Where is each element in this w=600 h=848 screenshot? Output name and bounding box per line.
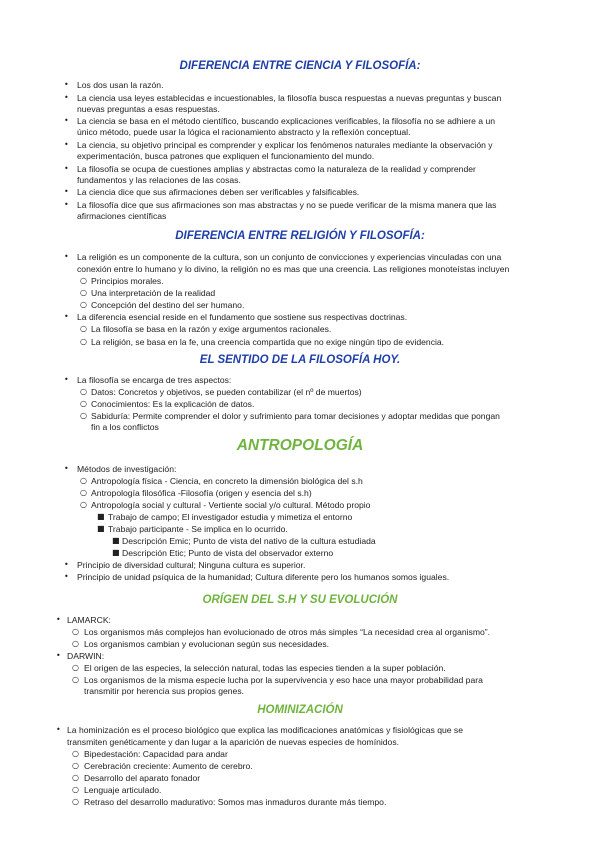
text-line: Concepción del destino del ser humano. <box>91 300 245 310</box>
bullet-square: ■ <box>112 548 120 557</box>
text-line: Retraso del desarrollo madurativo: Somos mas inmaduros durante más tiempo. <box>84 797 387 807</box>
text-line: Principio de diversidad cultural; Ninguna cultura es superior. <box>77 560 306 570</box>
bullet-circle: ○ <box>72 627 79 636</box>
bullet-circle: ○ <box>72 663 79 672</box>
bullet-dot: • <box>64 140 69 149</box>
bullet-square: ■ <box>112 536 120 545</box>
text-line: experimentación, busca patrones que expliquen el funcionamiento del mundo. <box>77 151 375 161</box>
text-line: Los organismos cambian y evolucionan según sus necesidades. <box>84 639 330 649</box>
bullet-circle: ○ <box>72 761 79 770</box>
bullet-dot: • <box>64 252 69 261</box>
bullet-dot: • <box>64 312 69 321</box>
text-line: Descripción Etic; Punto de vista del observador externo <box>122 548 334 558</box>
text-line: Conocimientos: Es la explicación de datos. <box>91 399 255 409</box>
text-line: Antropología física - Ciencia, en concreto la dimensión biológica del s.h <box>91 476 363 486</box>
text-line: La religión es un componente de la cultura, son un conjunto de convicciones y experiencias vinculadas con una <box>77 252 502 262</box>
text-line: La ciencia se basa en el método científico, buscando explicaciones verificables, la filosofía no se adhiere a un <box>77 116 496 126</box>
bullet-circle: ○ <box>72 675 79 684</box>
text-line: Lenguaje articulado. <box>84 785 162 795</box>
text-line: La filosofía se ocupa de cuestiones amplias y abstractas como la naturaleza de la realidad y comprender <box>77 164 476 174</box>
bullet-dot: • <box>64 93 69 102</box>
text-line: La ciencia usa leyes establecidas e incuestionables, la filosofía busca respuestas a nuevas preguntas y buscan <box>77 93 502 103</box>
text-line: único método, puede usar la lógica el racionamiento abstracto y la reflexión conceptual. <box>77 127 411 137</box>
text-line: La filosofía se encarga de tres aspectos: <box>77 375 232 385</box>
bullet-circle: ○ <box>72 749 79 758</box>
text-line: Una interpretación de la realidad <box>91 288 216 298</box>
bullet-circle: ○ <box>80 387 87 396</box>
heading-origen-sh: ORÍGEN DEL S.H Y SU EVOLUCIÓN <box>202 594 398 606</box>
text-line: La hominización es el proceso biológico que explica las modificaciones anatómicas y fisiológicas que se <box>67 725 464 735</box>
text-line: La diferencia esencial reside en el fundamento que sostiene sus respectivas doctrinas. <box>77 312 408 322</box>
text-line: Trabajo de campo; El investigador estudia y mimetiza el entorno <box>108 512 353 522</box>
text-line: Principio de unidad psíquica de la humanidad; Cultura diferente pero los humanos somos iguales. <box>77 572 450 582</box>
bullet-dot: • <box>64 572 69 581</box>
text-line: Los organismos más complejos han evolucionado de otros más simples “La necesidad crea al organismo”. <box>84 627 491 637</box>
bullet-circle: ○ <box>80 300 87 309</box>
bullet-circle: ○ <box>80 411 87 420</box>
bullet-circle: ○ <box>72 639 79 648</box>
bullet-dot: • <box>64 464 69 473</box>
text-line: Los dos usan la razón. <box>77 80 164 90</box>
bullet-dot: • <box>64 164 69 173</box>
text-line: La religión, se basa en la fe, una creencia compartida que no exige ningún tipo de evidencia. <box>91 337 445 347</box>
heading-hominizacion: HOMINIZACIÓN <box>257 704 343 716</box>
text-line: nuevas preguntas a esas respuestas. <box>77 104 220 114</box>
bullet-square: ■ <box>97 524 105 533</box>
text-line: Trabajo participante - Se implica en lo ocurrido. <box>108 524 288 534</box>
text-line: LAMARCK: <box>67 615 111 625</box>
bullet-dot: • <box>64 560 69 569</box>
bullet-dot: • <box>64 187 69 196</box>
text-line: conexión entre lo humano y lo divino, la religión no es mas que una creencia. Las religiones monoteístas incluyen <box>77 264 510 274</box>
bullet-circle: ○ <box>72 785 79 794</box>
bullet-dot: • <box>64 375 69 384</box>
bullet-circle: ○ <box>80 324 87 333</box>
bullet-dot: • <box>64 80 69 89</box>
bullet-dot: • <box>56 615 61 624</box>
text-line: La ciencia dice que sus afirmaciones deben ser verificables y falsificables. <box>77 187 360 197</box>
bullet-circle: ○ <box>80 500 87 509</box>
text-line: El origen de las especies, la selección natural, todas las especies tienden a la super población. <box>84 663 446 673</box>
text-line: Métodos de investigación: <box>77 464 177 474</box>
text-line: Principios morales. <box>91 276 164 286</box>
heading-antropologia: ANTROPOLOGÍA <box>236 437 364 454</box>
text-line: Los organismos de la misma especie lucha por la supervivencia y eso hace una mayor probabilidad para <box>84 675 483 685</box>
bullet-circle: ○ <box>80 337 87 346</box>
text-line: fin a los conflictos <box>91 422 159 432</box>
heading-ciencia-filosofia: DIFERENCIA ENTRE CIENCIA Y FILOSOFÍA: <box>179 60 421 72</box>
bullet-circle: ○ <box>80 399 87 408</box>
text-line: Bipedestación: Capacidad para andar <box>84 749 228 759</box>
text-line: Descripción Emic; Punto de vista del nativo de la cultura estudiada <box>122 536 376 546</box>
text-line: La ciencia, su objetivo principal es comprender y explicar los fenómenos naturales mediante la observación y <box>77 140 493 150</box>
heading-sentido-filosofia: EL SENTIDO DE LA FILOSOFÍA HOY. <box>199 354 401 366</box>
bullet-circle: ○ <box>72 797 79 806</box>
bullet-circle: ○ <box>72 773 79 782</box>
text-line: transmitir por herencia sus propios genes. <box>84 686 245 696</box>
bullet-circle: ○ <box>80 288 87 297</box>
text-line: La filosofía se basa en la razón y exige argumentos racionales. <box>91 324 332 334</box>
bullet-circle: ○ <box>80 276 87 285</box>
bullet-circle: ○ <box>80 476 87 485</box>
bullet-dot: • <box>64 200 69 209</box>
bullet-dot: • <box>56 651 61 660</box>
bullet-dot: • <box>56 725 61 734</box>
text-line: Desarrollo del aparato fonador <box>84 773 201 783</box>
text-line: transmiten genéticamente y dan lugar a la aparición de nuevas especies de homínidos. <box>67 737 400 747</box>
text-line: fundamentos y las relaciones de las cosas. <box>77 175 241 185</box>
text-line: Antropología filosófica -Filosofía (origen y esencia del s.h) <box>91 488 312 498</box>
text-line: afirmaciones científicas <box>77 211 167 221</box>
text-line: Cerebración creciente: Aumento de cerebro. <box>84 761 253 771</box>
text-line: DARWIN: <box>67 651 105 661</box>
text-line: Sabiduría: Permite comprender el dolor y sufrimiento para tomar decisiones y adoptar medidas que pongan <box>91 411 500 421</box>
text-line: Antropología social y cultural - Vertiente social y/o cultural. Método propio <box>91 500 371 510</box>
bullet-circle: ○ <box>80 488 87 497</box>
bullet-square: ■ <box>97 512 105 521</box>
text-line: La filosofía dice que sus afirmaciones son mas abstractas y no se puede verificar de la misma manera que las <box>77 200 497 210</box>
bullet-dot: • <box>64 116 69 125</box>
text-line: Datos: Concretos y objetivos, se pueden contabilizar (el nº de muertos) <box>91 387 362 397</box>
heading-religion-filosofia: DIFERENCIA ENTRE RELIGIÓN Y FILOSOFÍA: <box>175 230 425 242</box>
